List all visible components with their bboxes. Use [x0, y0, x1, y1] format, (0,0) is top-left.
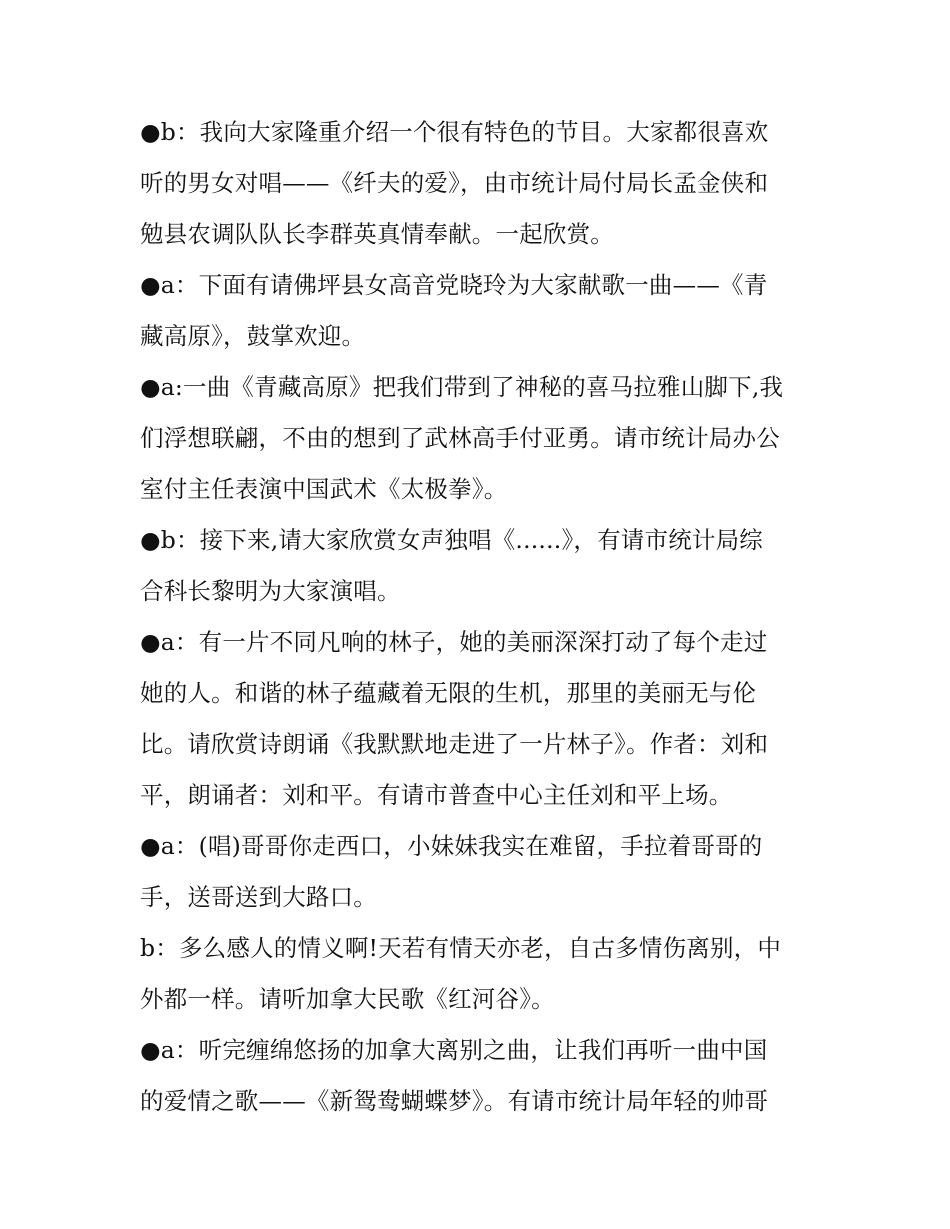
- text-line: ●a：下面有请佛坪县女高音党晓玲为大家献歌一曲——《青: [140, 271, 768, 299]
- text-line: 她的人。和谐的林子蕴藏着无限的生机，那里的美丽无与伦: [140, 679, 757, 707]
- text-line: 藏高原》，鼓掌欢迎。: [140, 322, 366, 350]
- text-line: 室付主任表演中国武术《太极拳》。: [140, 475, 508, 503]
- text-line: 们浮想联翩，不由的想到了武林高手付亚勇。请市统计局办公: [140, 424, 780, 452]
- text-line: 手，送哥送到大路口。: [140, 883, 377, 911]
- text-line: ●b：我向大家隆重介绍一个很有特色的节目。大家都很喜欢: [140, 118, 769, 146]
- text-line: ●b：接下来,请大家欣赏女声独唱《......》，有请市统计局综: [140, 526, 763, 554]
- text-line: 勉县农调队队长李群英真情奉献。一起欣赏。: [140, 220, 614, 248]
- text-line: b：多么感人的情义啊!天若有情天亦老，自古多情伤离别，中: [140, 934, 782, 962]
- text-line: ●a：(唱)哥哥你走西口，小妹妹我实在难留，手拉着哥哥的: [140, 832, 763, 860]
- text-line: 听的男女对唱——《纤夫的爱》，由市统计局付局长孟金侠和: [140, 169, 769, 197]
- text-line: ●a:一曲《青藏高原》把我们带到了神秘的喜马拉雅山脚下,我: [140, 373, 784, 401]
- script-text-body: [140, 107, 820, 1127]
- text-line: 比。请欣赏诗朗诵《我默默地走进了一片林子》。作者：刘和: [140, 730, 769, 758]
- text-line: 的爱情之歌——《新鸳鸯蝴蝶梦》。有请市统计局年轻的帅哥: [140, 1087, 769, 1115]
- text-line: ●a：有一片不同凡响的林子，她的美丽深深打动了每个走过: [140, 628, 768, 656]
- text-line: 合科长黎明为大家演唱。: [140, 577, 401, 605]
- text-line: 外都一样。请听加拿大民歌《红河谷》。: [140, 985, 555, 1013]
- text-line: 平，朗诵者：刘和平。有请市普查中心主任刘和平上场。: [140, 781, 733, 809]
- text-line: ●a：听完缠绵悠扬的加拿大离别之曲，让我们再听一曲中国: [140, 1036, 768, 1064]
